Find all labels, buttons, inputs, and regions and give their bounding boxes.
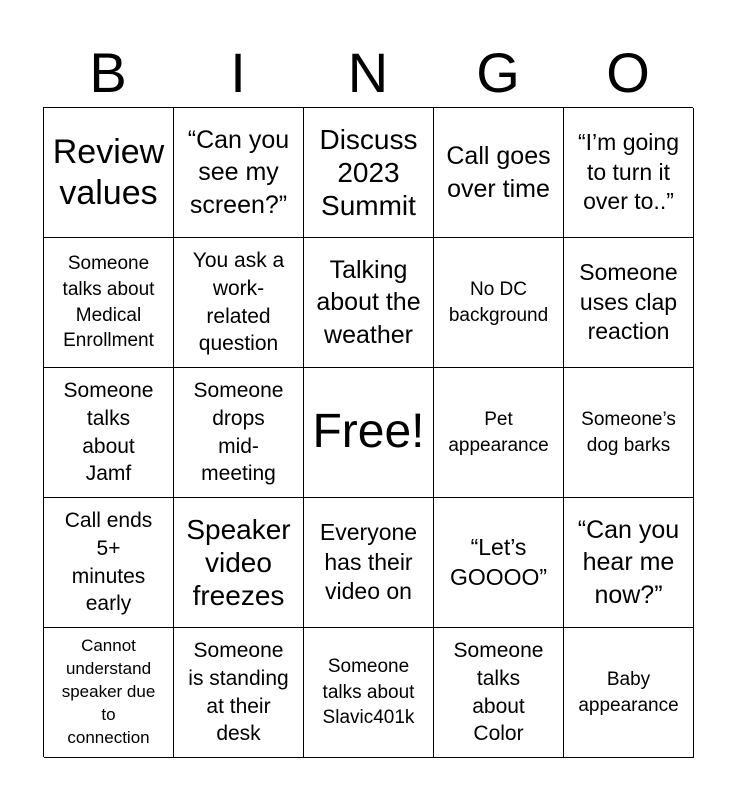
bingo-cell[interactable] — [304, 498, 434, 628]
cell-text: Someone talks about Slavic401k — [322, 656, 415, 729]
bingo-cell[interactable] — [174, 628, 304, 758]
header-letter-o: O — [606, 41, 650, 104]
cell-text: No DC background — [448, 278, 549, 326]
bingo-cell[interactable] — [44, 628, 174, 758]
free-space-cell[interactable] — [304, 368, 434, 498]
cell-text: Everyone has their video on — [319, 519, 418, 605]
cell-text: Pet appearance — [448, 408, 549, 456]
bingo-cell[interactable] — [564, 368, 694, 498]
cell-text: “Can you hear me now?” — [577, 515, 680, 609]
cell-text: Discuss 2023 Summit — [319, 123, 418, 222]
bingo-cell[interactable] — [434, 108, 564, 238]
cell-text: Someone talks about Color — [453, 639, 544, 746]
cell-text: Speaker video freezes — [186, 513, 291, 612]
cell-text: Cannot understand speaker due to connection — [61, 636, 156, 747]
bingo-cell[interactable] — [434, 498, 564, 628]
bingo-cell[interactable] — [304, 238, 434, 368]
cell-text: “I’m going to turn it over to..” — [578, 129, 679, 215]
bingo-cell[interactable] — [434, 368, 564, 498]
free-space-text: Free! — [312, 405, 425, 459]
bingo-cell[interactable] — [174, 108, 304, 238]
cell-text: “Let’s GOOOO” — [449, 534, 548, 590]
cell-text: “Can you see my screen?” — [187, 125, 290, 219]
cell-text: Call goes over time — [446, 142, 551, 203]
bingo-cell[interactable] — [564, 498, 694, 628]
cell-text: Someone uses clap reaction — [579, 259, 678, 345]
cell-text: You ask a work- related question — [192, 249, 285, 356]
bingo-header — [43, 40, 693, 106]
cell-text: Someone talks about Jamf — [63, 379, 154, 486]
header-letter-n: N — [347, 41, 389, 104]
cell-text: Someone drops mid- meeting — [193, 379, 284, 486]
bingo-cell[interactable] — [564, 238, 694, 368]
cell-text: Call ends 5+ minutes early — [64, 509, 153, 616]
bingo-cell[interactable] — [44, 238, 174, 368]
bingo-cell[interactable] — [564, 108, 694, 238]
bingo-cell[interactable] — [174, 498, 304, 628]
bingo-cell[interactable] — [434, 628, 564, 758]
bingo-cell[interactable] — [44, 498, 174, 628]
cell-text: Review values — [52, 132, 165, 212]
cell-text: Someone talks about Medical Enrollment — [62, 253, 155, 352]
bingo-cell[interactable] — [564, 628, 694, 758]
cell-text: Talking about the weather — [316, 255, 421, 349]
cell-text: Someone’s dog barks — [581, 408, 676, 456]
cell-text: Baby appearance — [578, 668, 679, 716]
bingo-cell[interactable] — [304, 108, 434, 238]
bingo-cell[interactable] — [174, 238, 304, 368]
header-letter-b: B — [89, 41, 127, 104]
cell-text: Someone is standing at their desk — [188, 639, 289, 746]
bingo-cell[interactable] — [434, 238, 564, 368]
bingo-cell[interactable] — [174, 368, 304, 498]
bingo-card — [43, 107, 693, 757]
bingo-cell[interactable] — [44, 108, 174, 238]
header-letter-i: I — [230, 41, 246, 104]
header-letter-g: G — [476, 41, 520, 104]
bingo-cell[interactable] — [44, 368, 174, 498]
bingo-cell[interactable] — [304, 628, 434, 758]
